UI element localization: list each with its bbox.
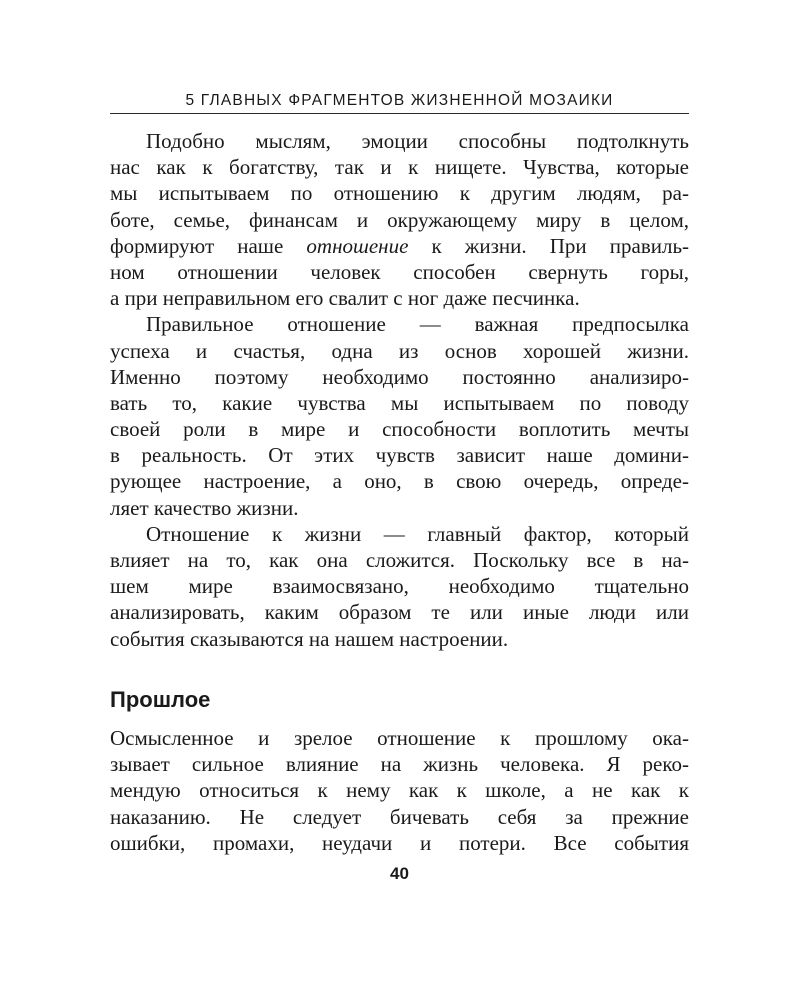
text-line — [110, 233, 689, 259]
text-line: наказанию. Не следует бичевать себя за прежние — [110, 804, 689, 829]
text-line: Осмысленное и зрелое отношение к прошлому ока- — [110, 726, 689, 750]
text-line: зывает сильное влияние на жизнь человека. Я реко- — [110, 752, 689, 777]
text-line: своей роли в мире и способности воплотить мечты — [110, 417, 689, 442]
text-line: Подобно мыслям, эмоции способны подтолкнуть — [146, 129, 689, 153]
text-line: боте, семье, финансам и окружающему миру в целом, — [110, 207, 689, 232]
body-text — [110, 128, 689, 652]
text-line: а при неправильном его свалит с ног даже песчинка. — [110, 286, 580, 311]
section-body-text — [110, 725, 689, 856]
text-line: вать то, какие чувства мы испытываем по поводу — [110, 390, 689, 415]
text-line: Отношение к жизни — главный фактор, который — [146, 521, 689, 546]
text-line: анализировать, каким образом те или иные люди или — [110, 600, 689, 625]
book-page — [110, 0, 689, 1000]
text-fragment: формируют наше — [110, 233, 284, 258]
text-line: шем мире взаимосвязано, необходимо тщательно — [110, 574, 689, 599]
text-line: ошибки, промахи, неудачи и потери. Все события — [110, 830, 689, 855]
paragraph-2 — [110, 311, 689, 521]
paragraph-3 — [110, 521, 689, 652]
text-line: мендую относиться к нему как к школе, а не как к — [110, 778, 689, 803]
text-line: влияет на то, как она сложится. Поскольку все в на- — [110, 548, 689, 572]
text-line: ляет качество жизни. — [110, 495, 299, 520]
text-line: в реальность. От этих чувств зависит наше домини- — [110, 443, 689, 468]
running-header: 5 ГЛАВНЫХ ФРАГМЕНТОВ ЖИЗНЕННОЙ МОЗАИКИ — [185, 92, 614, 109]
text-fragment: к жизни. При правиль- — [431, 233, 690, 258]
emphasized-word: отношение — [306, 233, 409, 258]
text-line: Правильное отношение — важная предпосылка — [146, 312, 689, 337]
paragraph-1 — [110, 128, 689, 311]
section-heading: Прошлое — [110, 687, 211, 712]
text-line: события сказываются на нашем настроении. — [110, 626, 509, 651]
text-line: рующее настроение, а оно, в свою очередь, опреде- — [110, 469, 689, 494]
page-number: 40 — [390, 864, 409, 883]
header-rule — [110, 113, 689, 114]
text-line: ном отношении человек способен свернуть горы, — [110, 259, 689, 284]
text-line: Именно поэтому необходимо постоянно анализиро- — [110, 364, 689, 389]
text-line: нас как к богатству, так и к нищете. Чувства, которые — [110, 155, 689, 180]
text-line: успеха и счастья, одна из основ хорошей жизни. — [110, 338, 689, 363]
text-line: мы испытываем по отношению к другим людям, ра- — [110, 181, 689, 206]
